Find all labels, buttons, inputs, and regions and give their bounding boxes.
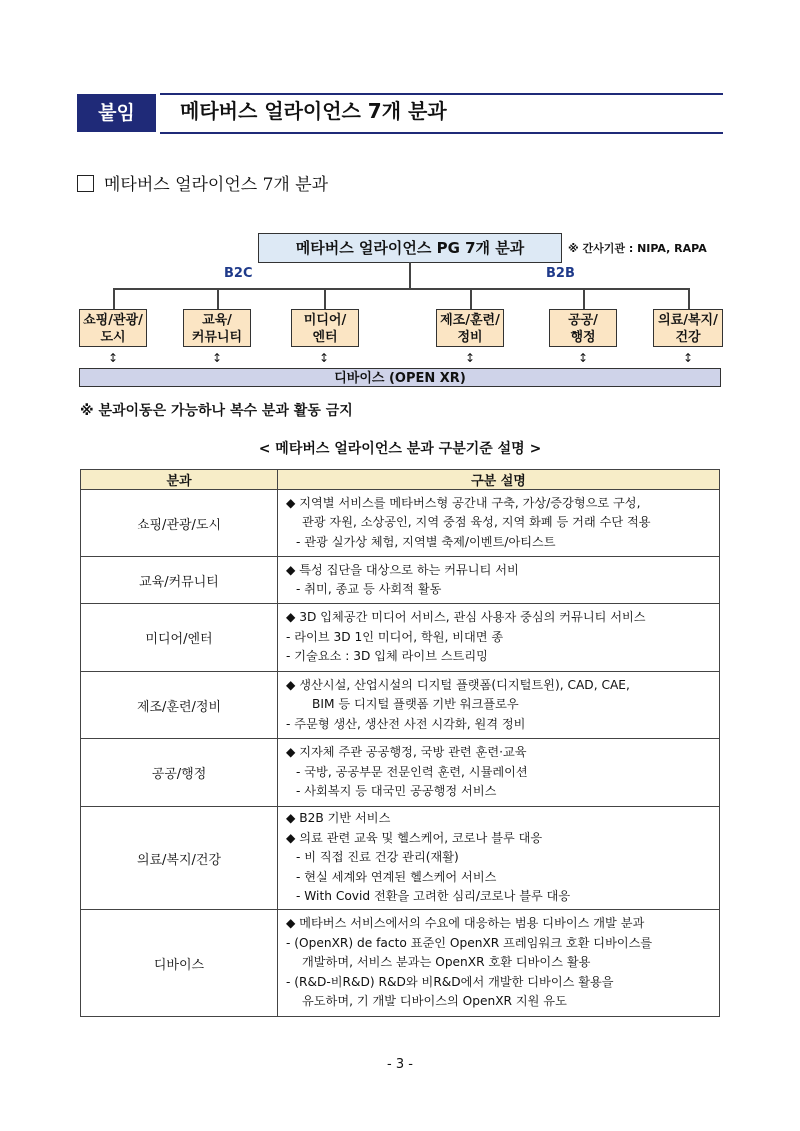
table-row bbox=[81, 490, 720, 557]
category-label: 제조/훈련/ bbox=[440, 313, 500, 328]
desc-line: - 주문형 생산, 생산전 사전 시각화, 원격 정비 bbox=[286, 716, 526, 731]
section-title: 메타버스 얼라이언스 7개 분과 bbox=[104, 175, 329, 195]
category-box-manufacturing bbox=[436, 309, 504, 347]
category-label: 교육/ bbox=[202, 313, 232, 328]
desc-line: ◆ 3D 입체공간 미디어 서비스, 관심 사용자 중심의 커뮤니티 서비스 bbox=[286, 610, 646, 625]
page-title: 메타버스 얼라이언스 7개 분과 bbox=[180, 99, 447, 123]
desc-line: 유도하며, 기 개발 디바이스의 OpenXR 지원 유도 bbox=[302, 994, 567, 1009]
category-label: 건강 bbox=[675, 330, 701, 345]
table-title: < 메타버스 얼라이언스 분과 구분기준 설명 > bbox=[258, 441, 542, 457]
desc-line: - (R&D-비R&D) R&D와 비R&D에서 개발한 디바이스 활용을 bbox=[286, 974, 614, 989]
category-box-public bbox=[549, 309, 617, 347]
attachment-tag: 붙임 bbox=[77, 94, 156, 132]
table-row bbox=[81, 604, 720, 672]
division-cell: 교육/커뮤니티 bbox=[81, 557, 278, 604]
desc-line: - 관광 실가상 체험, 지역별 축제/이벤트/아티스트 bbox=[296, 534, 556, 549]
updown-arrow-icon: ↕ bbox=[211, 351, 223, 365]
b2b-label: B2B bbox=[546, 266, 575, 281]
desc-line: ◆ 생산시설, 산업시설의 디지털 플랫폼(디지털트윈), CAD, CAE, bbox=[286, 677, 630, 692]
table-row bbox=[81, 672, 720, 739]
category-box-shopping bbox=[79, 309, 147, 347]
section-heading bbox=[77, 170, 328, 195]
description-cell bbox=[278, 739, 720, 807]
desc-line: - 라이브 3D 1인 미디어, 학원, 비대면 종 bbox=[286, 629, 504, 644]
updown-arrow-icon: ↕ bbox=[682, 351, 694, 365]
category-box-education bbox=[183, 309, 251, 347]
division-table bbox=[80, 469, 720, 1017]
connector-drop bbox=[324, 288, 326, 309]
desc-line: - 비 직접 진료 건강 관리(재활) bbox=[296, 850, 459, 865]
connector-drop bbox=[113, 288, 115, 309]
desc-line: - 사회복지 등 대국민 공공행정 서비스 bbox=[296, 784, 497, 799]
desc-line: 관광 자원, 소상공인, 지역 중점 육성, 지역 화폐 등 거래 수단 적용 bbox=[302, 515, 651, 530]
b2c-label: B2C bbox=[224, 266, 253, 281]
description-cell bbox=[278, 807, 720, 910]
description-cell bbox=[278, 604, 720, 672]
desc-line: - With Covid 전환을 고려한 심리/코로나 블루 대응 bbox=[296, 889, 571, 904]
description-cell bbox=[278, 672, 720, 739]
category-box-medical bbox=[653, 309, 723, 347]
description-cell bbox=[278, 557, 720, 604]
table-row bbox=[81, 807, 720, 910]
table-row bbox=[81, 739, 720, 807]
desc-line: ◆ 의료 관련 교육 및 헬스케어, 코로나 블루 대응 bbox=[286, 830, 543, 845]
category-label: 커뮤니티 bbox=[191, 330, 243, 345]
category-label: 정비 bbox=[457, 330, 483, 345]
table-header-division: 분과 bbox=[81, 470, 278, 490]
division-cell: 미디어/엔터 bbox=[81, 604, 278, 672]
updown-arrow-icon: ↕ bbox=[464, 351, 476, 365]
description-cell bbox=[278, 910, 720, 1017]
category-label: 쇼핑/관광/ bbox=[83, 313, 143, 328]
updown-arrow-icon: ↕ bbox=[318, 351, 330, 365]
transfer-note: ※ 분과이동은 가능하나 복수 분과 활동 금지 bbox=[80, 403, 353, 419]
desc-line: ◆ 지역별 서비스를 메타버스형 공간내 구축, 가상/증강형으로 구성, bbox=[286, 495, 641, 510]
desc-line: - 국방, 공공부문 전문인력 훈련, 시뮬레이션 bbox=[296, 764, 528, 779]
division-cell: 의료/복지/건강 bbox=[81, 807, 278, 910]
division-cell: 디바이스 bbox=[81, 910, 278, 1017]
desc-line: - 현실 세계와 연계된 헬스케어 서비스 bbox=[296, 869, 497, 884]
device-bar: 디바이스 (OPEN XR) bbox=[79, 368, 721, 387]
header-rule-bottom bbox=[160, 132, 723, 134]
desc-line: BIM 등 디지털 플랫폼 기반 워크플로우 bbox=[312, 697, 519, 712]
desc-line: ◆ B2B 기반 서비스 bbox=[286, 811, 391, 826]
connector-drop bbox=[688, 288, 690, 309]
connector-drop bbox=[217, 288, 219, 309]
secretariat-note: ※ 간사기관 : NIPA, RAPA bbox=[568, 242, 707, 255]
desc-line: ◆ 특성 집단을 대상으로 하는 커뮤니티 서비 bbox=[286, 562, 519, 577]
category-label: 미디어/ bbox=[303, 313, 347, 328]
checkbox-square-icon bbox=[77, 175, 94, 192]
table-header-description: 구분 설명 bbox=[278, 470, 720, 490]
table-row bbox=[81, 910, 720, 1017]
category-box-media bbox=[291, 309, 359, 347]
division-cell: 쇼핑/관광/도시 bbox=[81, 490, 278, 557]
page-number: - 3 - bbox=[387, 1057, 413, 1072]
connector-drop bbox=[470, 288, 472, 309]
category-label: 의료/복지/ bbox=[658, 313, 718, 328]
desc-line: ◆ 지자체 주관 공공행정, 국방 관련 훈련·교육 bbox=[286, 745, 527, 760]
connector-horizontal bbox=[113, 288, 688, 290]
desc-line: ◆ 메타버스 서비스에서의 수요에 대응하는 범용 디바이스 개발 분과 bbox=[286, 916, 645, 931]
division-cell: 공공/행정 bbox=[81, 739, 278, 807]
updown-arrow-icon: ↕ bbox=[107, 351, 119, 365]
table-row bbox=[81, 557, 720, 604]
category-label: 도시 bbox=[100, 330, 126, 345]
category-label: 공공/ bbox=[568, 313, 598, 328]
desc-line: 개발하며, 서비스 분과는 OpenXR 호환 디바이스 활용 bbox=[302, 955, 591, 970]
division-cell: 제조/훈련/정비 bbox=[81, 672, 278, 739]
description-cell bbox=[278, 490, 720, 557]
desc-line: - 기술요소 : 3D 입체 라이브 스트리밍 bbox=[286, 649, 488, 664]
category-label: 엔터 bbox=[312, 330, 338, 345]
updown-arrow-icon: ↕ bbox=[577, 351, 589, 365]
pg-root-box: 메타버스 얼라이언스 PG 7개 분과 bbox=[258, 233, 562, 263]
desc-line: - 취미, 종교 등 사회적 활동 bbox=[296, 582, 442, 596]
connector-drop bbox=[583, 288, 585, 309]
desc-line: - (OpenXR) de facto 표준인 OpenXR 프레임워크 호환 디바이스를 bbox=[286, 935, 653, 950]
category-label: 행정 bbox=[570, 330, 596, 345]
connector-trunk bbox=[409, 262, 411, 288]
